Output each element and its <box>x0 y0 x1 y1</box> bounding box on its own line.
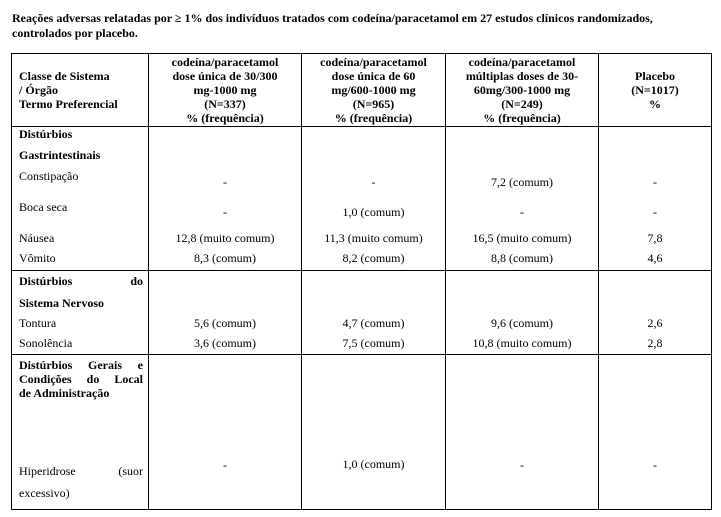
row-label-vomiting: Vômito <box>19 251 56 265</box>
row-label-constipation: Constipação <box>19 169 79 183</box>
col-divider <box>598 54 599 509</box>
row-label-hyperhidrosis: Hiperidrose (suor excessivo) <box>19 464 143 500</box>
cell-value: 1,0 (comum) <box>342 205 405 219</box>
cell-value: - <box>223 205 227 219</box>
cell-value: 2,8 <box>647 336 663 350</box>
cell-value: 16,5 (muito comum) <box>472 231 572 245</box>
cell-value: - <box>653 205 657 219</box>
cell-value: 3,6 (comum) <box>194 336 256 350</box>
row-label-dry-mouth: Boca seca <box>19 200 68 214</box>
cell-value: - <box>223 458 227 472</box>
caption-line-1: Reações adversas relatadas por ≥ 1% dos indivíduos tratados com codeína/paracetamol em 27 estudos clínicos randomizados, <box>12 11 653 25</box>
cell-value: - <box>520 458 524 472</box>
cell-value: 7,5 (comum) <box>342 336 405 350</box>
cell-value: 2,6 <box>647 316 663 330</box>
cell-value: - <box>653 175 657 189</box>
header-single-dose-30-300: codeína/paracetamol dose única de 30/300 mg-1000 mg (N=337) % (frequência) <box>171 55 279 125</box>
cell-value: 12,8 (muito comum) <box>175 231 275 245</box>
cell-value: 10,8 (muito comum) <box>472 336 572 350</box>
group-general-disorders: Distúrbios Gerais e Condições do Local de Administração <box>19 358 143 400</box>
cell-value: 4,7 (comum) <box>342 316 405 330</box>
cell-value: - <box>371 175 376 189</box>
group-gastrointestinal: Distúrbios Gastrintestinais <box>19 127 101 162</box>
cell-value: 8,3 (comum) <box>194 251 256 265</box>
row-label-somnolence: Sonolência <box>19 336 73 350</box>
cell-value: 4,6 <box>647 251 663 265</box>
cell-value: 7,2 (comum) <box>491 175 553 189</box>
adverse-reactions-table <box>11 53 712 510</box>
cell-value: 7,8 <box>647 231 663 245</box>
table-caption <box>12 11 702 41</box>
cell-value: 11,3 (muito comum) <box>324 231 423 245</box>
row-label-nausea: Náusea <box>19 231 55 245</box>
header-single-dose-60-600: codeína/paracetamol dose única de 60 mg/600-1000 mg (N=965) % (frequência) <box>320 55 427 125</box>
row-divider <box>12 270 711 271</box>
cell-value: - <box>653 458 657 472</box>
cell-value: - <box>223 175 227 189</box>
cell-value: 8,2 (comum) <box>342 251 405 265</box>
cell-value: 9,6 (comum) <box>491 316 553 330</box>
row-label-dizziness: Tontura <box>19 316 57 330</box>
row-divider <box>12 354 711 355</box>
group-nervous-system: Distúrbios do Sistema Nervoso <box>19 274 143 310</box>
caption-line-2: controlados por placebo. <box>12 26 138 40</box>
header-system-class: Classe de Sistema / Órgão Termo Preferencial <box>19 69 118 111</box>
cell-value: 1,0 (comum) <box>342 457 405 471</box>
header-placebo: Placebo (N=1017) % <box>631 69 679 111</box>
cell-value: 5,6 (comum) <box>194 316 256 330</box>
header-multiple-doses: codeína/paracetamol múltiplas doses de 30- 60mg/300-1000 mg (N=249) % (frequência) <box>465 55 579 125</box>
cell-value: 8,8 (comum) <box>491 251 553 265</box>
cell-value: - <box>520 205 524 219</box>
